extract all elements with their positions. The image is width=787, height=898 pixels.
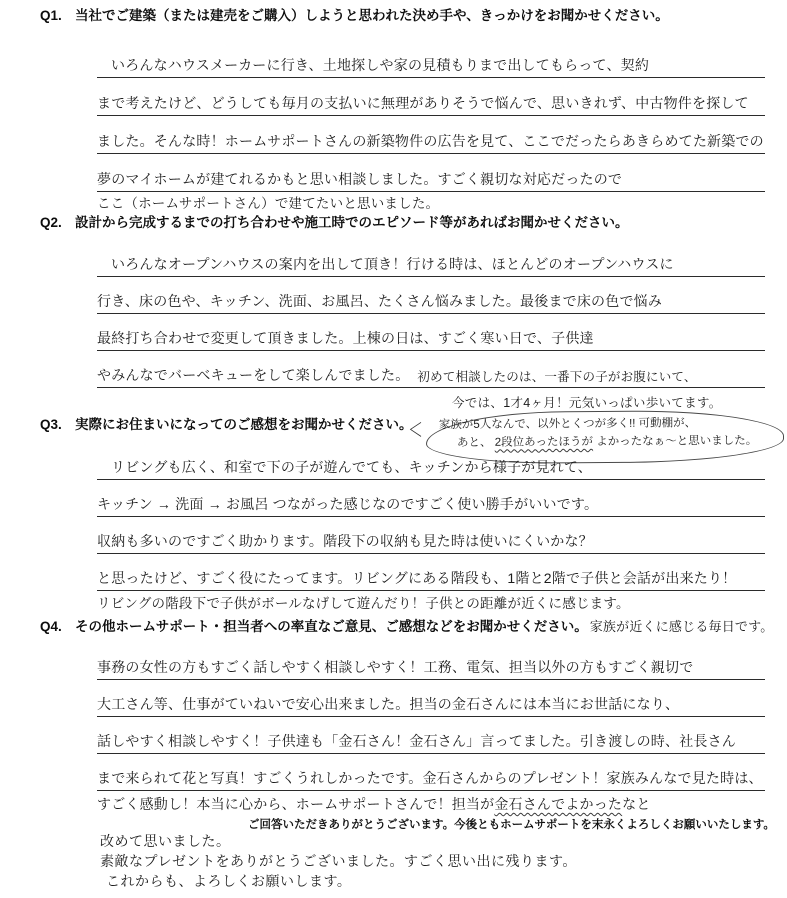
question-text-q4: その他ホームサポート・担当者への率直なご意見、ご感想などをお聞かせください。	[75, 619, 588, 634]
q4-emphasis-post: なと	[622, 796, 651, 812]
q4-inline-note: 家族が近くに感じる毎日です。	[589, 619, 774, 634]
q2-answer-line-4-main: やみんなでバーベキューをして楽しんでました。	[97, 367, 410, 383]
q3-answer-line-2: キッチン → 洗面 → お風呂 つながった感じなのですごく使い勝手がいいです。	[97, 480, 765, 517]
question-text-q3: 実際にお住まいになってのご感想をお聞かせください。	[75, 417, 413, 432]
q1-answer-line-1: いろんなハウスメーカーに行き、土地探しや家の見積もりまで出してもらって、契約	[97, 40, 765, 78]
q2-followup-note: 今では、1才4ヶ月！元気いっぱい歩いてます。	[452, 396, 722, 410]
answer-block-q4	[97, 643, 765, 815]
question-number-q4: Q4.	[40, 619, 62, 634]
q2-answer-line-2: 行き、床の色や、キッチン、洗面、お風呂、たくさん悩みました。最後まで床の色で悩み	[97, 277, 765, 314]
q4-answer-line-1: 事務の女性の方もすごく話しやすく相談しやすく！工務、電気、担当以外の方もすごく親切で	[97, 643, 765, 680]
printed-thanks-note: ご回答いただきありがとうございます。今後ともホームサポートを末永くよろしくお願いいたします。	[248, 819, 775, 831]
question-header-q2	[40, 215, 629, 232]
closing-line-1: 改めて思いました。	[100, 833, 231, 849]
question-header-q3	[40, 417, 413, 434]
q4-answer-line-2: 大工さん等、仕事がていねいで安心出来ました。担当の金石さんには本当にお世話になり、	[97, 680, 765, 717]
q3-answer-line-3: 収納も多いのですごく助かります。階段下の収納も見た時は使いにくいかな？	[97, 517, 765, 554]
q3-circle-note-line2-wavy: 2段位あったほうが	[494, 435, 594, 449]
closing-line-2: 素敵なプレゼントをありがとうございました。すごく思い出に残ります。	[100, 853, 577, 869]
closing-line-3: これからも、よろしくお願いします。	[106, 873, 352, 889]
question-number-q3: Q3.	[40, 417, 62, 432]
q1-answer-line-4: 夢のマイホームが建てれるかもと思い相談しました。すごく親切な対応だったので	[97, 154, 765, 192]
q4-emphasis-pre: すごく感動し！本当に心から、ホームサポートさんで！担当が	[97, 796, 495, 812]
q3-answer-line-5: リビングの階段下で子供がボールなげして遊んだり！子供との距離が近くに感じます。	[97, 596, 630, 611]
question-header-q1	[40, 8, 669, 25]
q2-appended-note: 初めて相談したのは、一番下の子がお腹にいて、	[417, 370, 697, 384]
q1-answer-line-2: まで考えたけど、どうしても毎月の支払いに無理がありそうで悩んで、思いきれず、中古物件を探して	[97, 78, 765, 116]
q2-answer-line-3: 最終打ち合わせで変更して頂きました。上棟の日は、すごく寒い日で、子供達	[97, 314, 765, 351]
circle-note-arrow-icon: ＜	[408, 419, 424, 442]
q3-circle-note-line-1: 家族が5人なんで、以外とくつが多く!! 可動棚が、	[438, 417, 697, 432]
q4-answer-line-3: 話しやすく相談しやすく！子供達も「金石さん！金石さん」言ってました。引き渡しの時、社長さん	[97, 717, 765, 754]
answer-block-q1	[97, 40, 765, 213]
q2-answer-line-1: いろんなオープンハウスの案内を出して頂き！行ける時は、ほとんどのオープンハウスに	[97, 240, 765, 277]
answer-block-q3	[97, 443, 765, 613]
q3-circle-note-line2-pre: あと、	[456, 436, 492, 449]
q4-emphasis-line	[97, 791, 765, 815]
q3-circle-note-line2-post: よかったなぁ〜と思いました。	[596, 434, 758, 448]
question-number-q2: Q2.	[40, 215, 62, 230]
q1-answer-line-3: ました。そんな時！ホームサポートさんの新築物件の広告を見て、ここでだったらあきらめてた新築での	[97, 116, 765, 154]
question-text-q2: 設計から完成するまでの打ち合わせや施工時でのエピソード等があればお聞かせください。	[75, 215, 629, 230]
closing-block	[100, 831, 577, 891]
q2-answer-line-4	[97, 351, 765, 388]
q3-answer-line-1: リビングも広く、和室で下の子が遊んでても、キッチンから様子が見れて、	[97, 443, 765, 480]
question-number-q1: Q1.	[40, 8, 62, 23]
answer-block-q2	[97, 240, 765, 388]
question-text-q1: 当社でご建築（または建売をご購入）しようと思われた決め手や、きっかけをお聞かせください。	[75, 8, 669, 23]
q1-answer-line-5: ここ（ホームサポートさん）で建てたいと思いました。	[97, 196, 440, 211]
q4-answer-line-4: まで来られて花と写真！すごくうれしかったです。金石さんからのプレゼント！家族みんなで見た時は、	[97, 754, 765, 791]
q3-answer-line-4: と思ったけど、すごく役にたってます。リビングにある階段も、1階と2階で子供と会話が出来たり！	[97, 554, 765, 591]
q4-emphasis-wavy: 金石さんでよかった	[494, 796, 623, 812]
question-header-q4	[40, 619, 774, 636]
